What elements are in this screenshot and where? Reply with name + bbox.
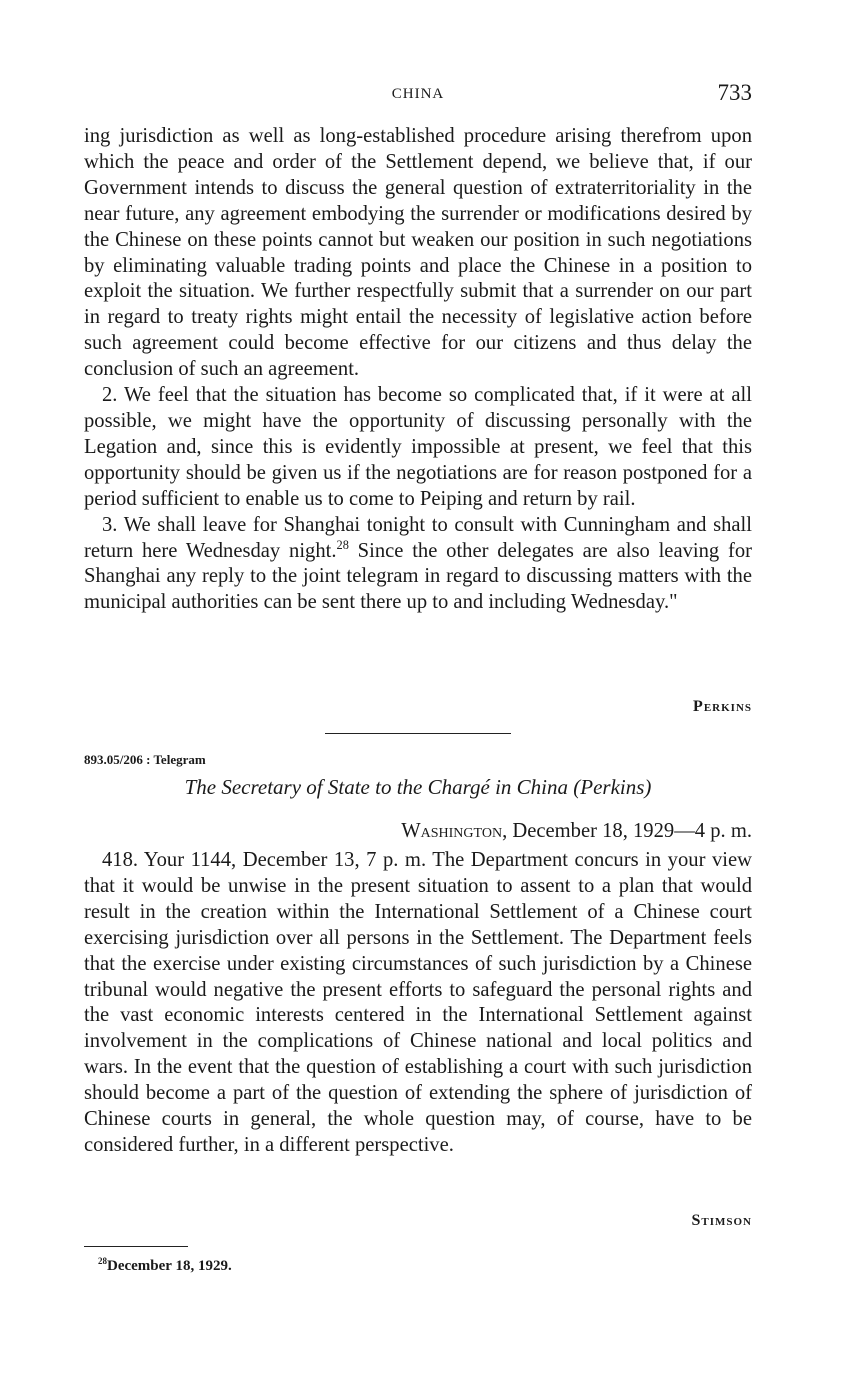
paragraph-3-text: 3. We shall leave for Shanghai tonight to consult with Cunningham and shall return here Wednesday night. [84,513,752,562]
paragraph-3-text-cont: Since the other delegates are also leaving for Shanghai any reply to the joint telegram in regard to discussing matters with the municipal authorities can be sent there up to and including Wednesday." [84,539,752,614]
telegram-paragraph: 418. Your 1144, December 13, 7 p. m. The Department concurs in your view that it would be unwise in the present situation to assent to a plan that would result in the creation within the International Settlement of a Chinese court exercising jurisdiction over all persons in the Settlement. The Department feels that the exercise under existing circumstances of such jurisdiction by a Chinese tribunal would negative the present efforts to safeguard the personal rights and the vast economic interests centered in the International Settlement against involvement in the complications of Chinese national and local politics and wars. In the event that the question of establishing a court with such jurisdiction should become a part of the question of extending the sphere of jurisdiction of Chinese courts in general, the whole question may, of course, have to be considered further, in a different perspective. [84,849,752,1156]
page-number: 733 [717,80,752,105]
section-divider [325,733,511,734]
footnote-number: 28 [98,1256,107,1266]
dateline-place: Washington [401,820,503,842]
file-reference: 893.05/206 : Telegram [84,752,206,767]
signature-stimson: Stimson [691,1212,752,1229]
paragraph-2: 2. We feel that the situation has become so complicated that, if it were at all possible, we might have the opportunity of discussing personally with the Legation and, since this is evidently impossible at present, we feel that this opportunity should be given us if the negotiations are for reason postponed for a period sufficient to enable us to come to Peiping and return by rail. [84,384,752,510]
signature-perkins: Perkins [693,698,752,715]
footnote-ref: 28 [336,537,349,552]
footnote-divider [84,1246,188,1247]
footnote [98,1258,232,1275]
running-head: CHINA [391,86,445,102]
dateline-date: , December 18, 1929—4 p. m. [502,820,752,842]
continued-telegram-text [84,124,752,616]
dateline [401,820,752,843]
page-header [84,80,752,110]
paragraph-3 [84,513,752,617]
document-title: The Secretary of State to the Chargé in China (Perkins) [184,775,652,799]
footnote-text: December 18, 1929. [107,1258,232,1274]
telegram-body [84,848,752,1159]
paragraph-continuation: ing jurisdiction as well as long-established procedure arising therefrom upon which the peace and order of the Settlement depend, we believe that, if our Government intends to discuss the general question of extraterritoriality in the near future, any agreement embodying the surrender or modifications desired by the Chinese on these points cannot but weaken our position in such negotiations by eliminating valuable trading points and place the Chinese in a position to exploit the situation. We further respectfully submit that a surrender on our part in regard to treaty rights might entail the necessity of legislative action before such agreement could become effective for our citizens and thus delay the conclusion of such an agreement. [84,125,752,381]
